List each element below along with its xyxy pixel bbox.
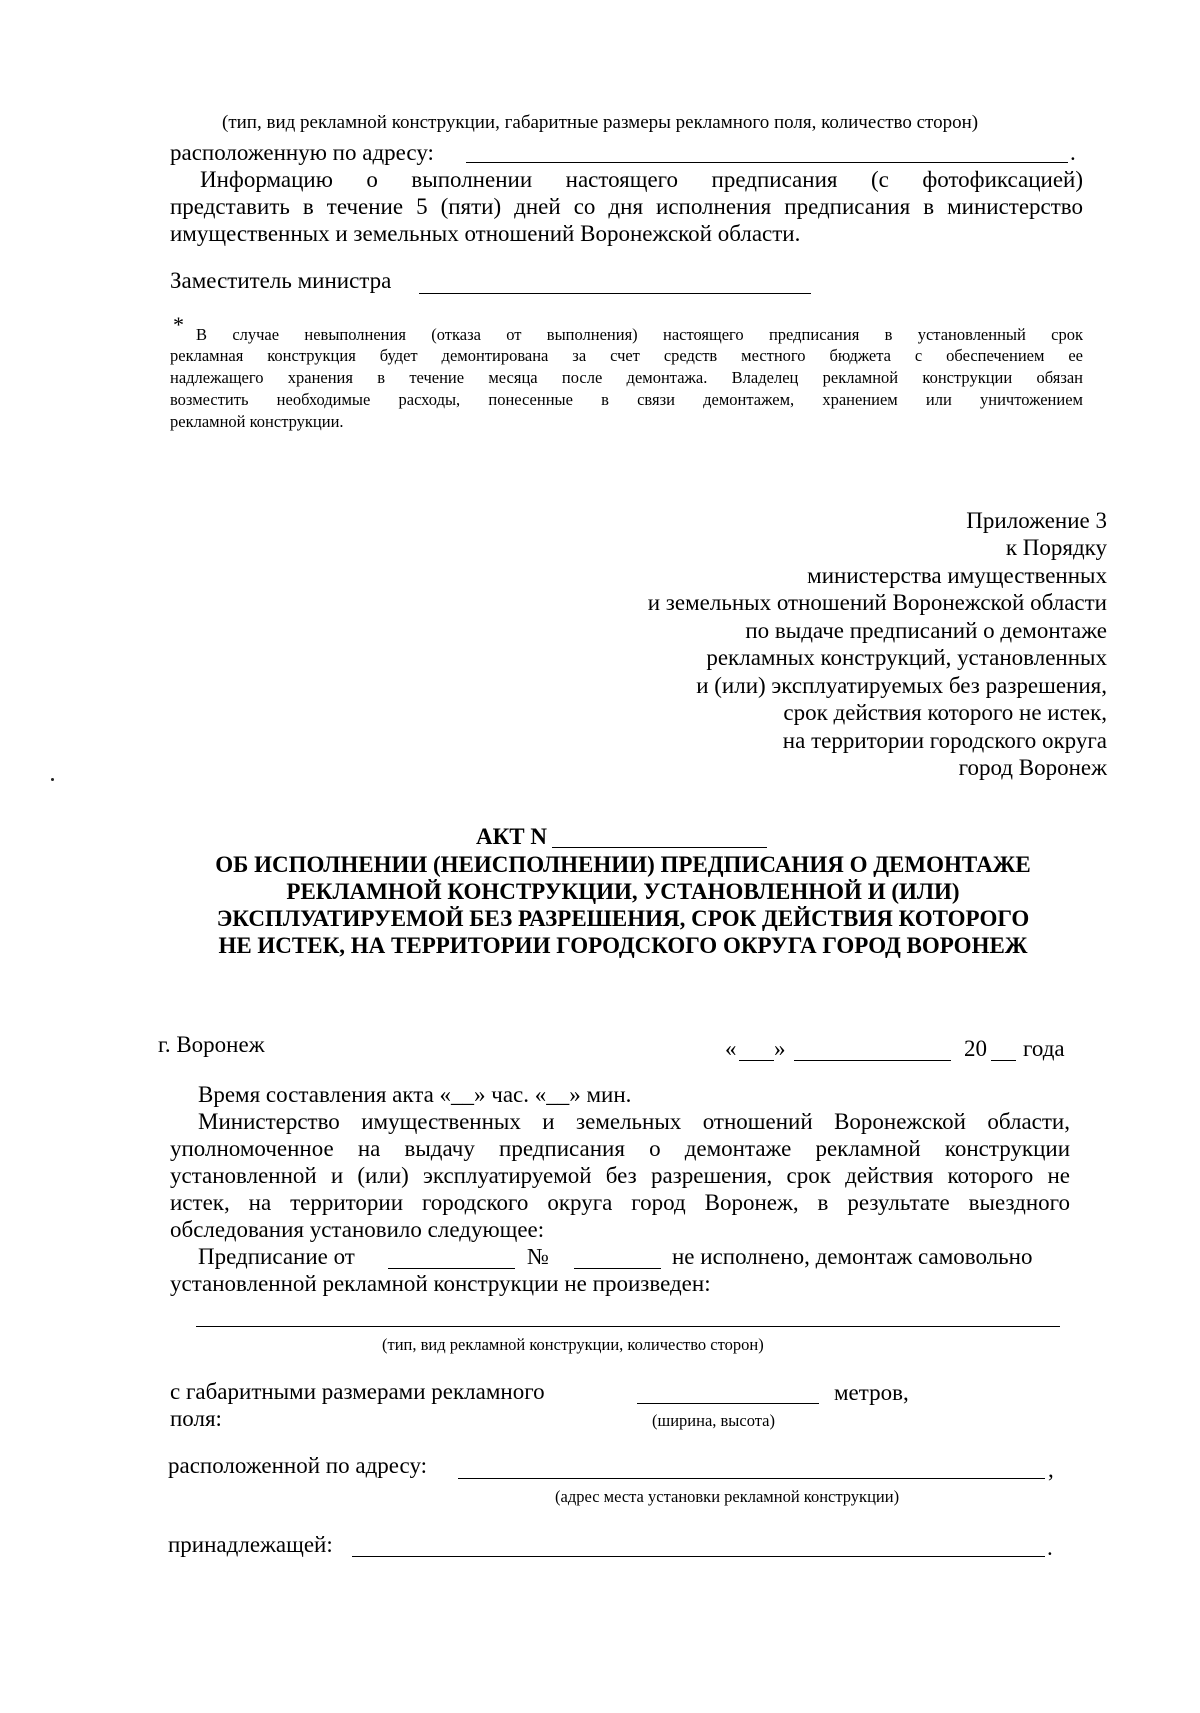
act-number-label: АКТ N: [476, 824, 547, 849]
appendix-line: срок действия которого не истек,: [783, 700, 1107, 725]
info-line-3: имущественных и земельных отношений Воронежской области.: [170, 221, 801, 246]
footnote-line-1: В случае невыполнения (отказа от выполнения) настоящего предписания в установленный срок: [196, 325, 1083, 344]
width-height-caption: (ширина, высота): [652, 1411, 775, 1430]
body-line-5: обследования установило следующее:: [170, 1217, 545, 1242]
location-address-caption: (адрес места установки рекламной конструкции): [555, 1487, 900, 1506]
prescription-status: не исполнено, демонтаж самовольно: [672, 1244, 1033, 1269]
day-blank: [739, 1060, 774, 1061]
appendix-line: город Воронеж: [958, 755, 1107, 780]
year-blank: [991, 1060, 1016, 1061]
info-line-1: Информацию о выполнении настоящего предписания (с фотофиксацией): [200, 167, 1083, 192]
location-address-label: расположенной по адресу:: [168, 1453, 428, 1478]
body-line-4: истек, на территории городского округа город Воронеж, в результате выездного: [170, 1190, 1070, 1215]
meters-label: метров,: [834, 1380, 909, 1405]
owner-end: .: [1047, 1535, 1053, 1560]
act-title-line: ОБ ИСПОЛНЕНИИ (НЕИСПОЛНЕНИИ) ПРЕДПИСАНИЯ О ДЕМОНТАЖЕ: [215, 852, 1031, 877]
prescription-number-sign: №: [527, 1244, 549, 1269]
body-line-3: установленной и (или) эксплуатируемой без разрешения, срок действия которого не: [170, 1163, 1070, 1188]
owner-blank: [352, 1556, 1045, 1557]
footnote-line-2: рекламная конструкция будет демонтирована за счет средств местного бюджета с обеспечением ее: [170, 346, 1083, 365]
construction-type-blank: [196, 1326, 1060, 1327]
drafting-time: Время составления акта «__» час. «__» мин.: [198, 1082, 632, 1107]
location-address-blank: [458, 1478, 1045, 1479]
prescription-from-label: Предписание от: [198, 1244, 355, 1269]
month-blank: [794, 1060, 951, 1061]
prescription-number-blank: [574, 1268, 661, 1269]
date-close-quote: »: [774, 1036, 786, 1061]
appendix-line: на территории городского округа: [782, 728, 1107, 753]
appendix-line: по выдаче предписаний о демонтаже: [745, 618, 1107, 643]
year-prefix: 20: [964, 1036, 987, 1061]
body-line-1: Министерство имущественных и земельных отношений Воронежской области,: [198, 1109, 1070, 1134]
city-label: г. Воронеж: [158, 1032, 265, 1057]
address-label: расположенную по адресу:: [170, 140, 434, 165]
dimensions-label-line-1: с габаритными размерами рекламного: [170, 1379, 545, 1404]
appendix-line: Приложение 3: [966, 508, 1107, 533]
dimensions-blank: [637, 1403, 819, 1404]
construction-type-caption: (тип, вид рекламной конструкции, количество сторон): [382, 1335, 764, 1354]
footnote-line-5: рекламной конструкции.: [170, 412, 344, 431]
act-number-blank: [552, 847, 767, 848]
footnote-line-4: возместить необходимые расходы, понесенные в связи демонтажем, хранением или уничтожением: [170, 390, 1083, 409]
appendix-line: и земельных отношений Воронежской области: [647, 590, 1107, 615]
act-title-line: ЭКСПЛУАТИРУЕМОЙ БЕЗ РАЗРЕШЕНИЯ, СРОК ДЕЙСТВИЯ КОТОРОГО: [216, 906, 1030, 931]
address-blank: [466, 162, 1068, 163]
act-title-line: НЕ ИСТЕК, НА ТЕРРИТОРИИ ГОРОДСКОГО ОКРУГА ГОРОД ВОРОНЕЖ: [218, 933, 1028, 958]
footnote-star: *: [173, 312, 184, 337]
appendix-line: рекламных конструкций, установленных: [706, 645, 1107, 670]
location-address-end: ,: [1048, 1457, 1054, 1482]
year-suffix: года: [1023, 1036, 1065, 1061]
body-line-2: уполномоченное на выдачу предписания о демонтаже рекламной конструкции: [170, 1136, 1070, 1161]
appendix-line: министерства имущественных: [807, 563, 1107, 588]
owner-label: принадлежащей:: [168, 1532, 333, 1557]
scan-speck: [51, 778, 54, 781]
deputy-minister-label: Заместитель министра: [170, 268, 392, 293]
signature-blank: [419, 293, 811, 294]
footnote-line-3: надлежащего хранения в течение месяца после демонтажа. Владелец рекламной конструкции обязан: [170, 368, 1083, 387]
appendix-line: и (или) эксплуатируемых без разрешения,: [696, 673, 1107, 698]
type-caption: (тип, вид рекламной конструкции, габаритные размеры рекламного поля, количество сторон): [222, 112, 979, 133]
act-title-line: РЕКЛАМНОЙ КОНСТРУКЦИИ, УСТАНОВЛЕННОЙ И (ИЛИ): [286, 879, 960, 904]
date-open-quote: «: [725, 1036, 737, 1061]
dimensions-label-line-2: поля:: [170, 1406, 222, 1431]
prescription-line-2: установленной рекламной конструкции не произведен:: [170, 1271, 711, 1296]
appendix-line: к Порядку: [1005, 535, 1107, 560]
address-end: .: [1070, 140, 1076, 165]
info-line-2: представить в течение 5 (пяти) дней со дня исполнения предписания в министерство: [170, 194, 1083, 219]
prescription-date-blank: [388, 1268, 515, 1269]
